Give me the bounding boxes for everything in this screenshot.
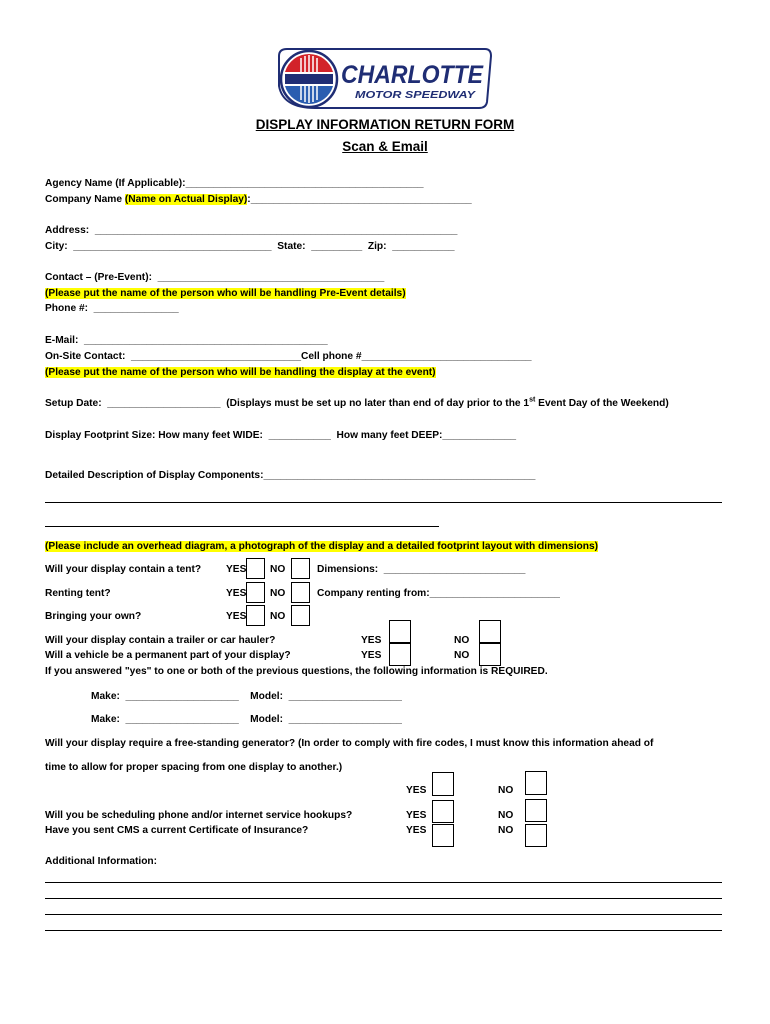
generator-yes-label: YES — [406, 785, 427, 796]
make-model-line-1[interactable]: Make: ____________________ Model: ____________________ — [91, 691, 402, 702]
vehicle-yes-checkbox[interactable] — [389, 643, 411, 666]
additional-blank-4[interactable] — [45, 930, 722, 931]
footprint-line[interactable]: Display Footprint Size: How many feet WIDE: ___________ How many feet DEEP:_____________ — [45, 430, 517, 441]
charlotte-motor-speedway-logo — [275, 46, 495, 112]
city-state-zip-line[interactable]: City: ___________________________________ State: _________ Zip: ___________ — [45, 241, 455, 252]
own-no-checkbox[interactable] — [291, 605, 310, 626]
generator-question-cont: time to allow for proper spacing from one display to another.) — [45, 762, 343, 773]
hookups-question: Will you be scheduling phone and/or internet service hookups? — [45, 810, 353, 821]
address-line[interactable]: Address: ________________________________________________________________ — [45, 225, 458, 236]
tent-yes-label: YES — [226, 564, 247, 575]
trailer-yes-label: YES — [361, 635, 382, 646]
additional-blank-1[interactable] — [45, 882, 722, 883]
generator-yes-checkbox[interactable] — [432, 772, 454, 796]
own-tent-question: Bringing your own? — [45, 611, 142, 622]
own-yes-label: YES — [226, 611, 247, 622]
own-yes-checkbox[interactable] — [246, 605, 265, 626]
company-renting-line[interactable]: Company renting from:_______________________ — [317, 588, 560, 599]
renting-yes-checkbox[interactable] — [246, 582, 265, 603]
onsite-contact-line[interactable]: On-Site Contact: ______________________________Cell phone #______________________________ — [45, 351, 532, 362]
additional-blank-2[interactable] — [45, 898, 722, 899]
tent-question: Will your display contain a tent? — [45, 564, 202, 575]
tent-yes-checkbox[interactable] — [246, 558, 265, 579]
form-title: DISPLAY INFORMATION RETURN FORM — [255, 117, 515, 132]
description-blank-2[interactable] — [45, 526, 439, 527]
tent-no-label: NO — [270, 564, 286, 575]
renting-no-checkbox[interactable] — [291, 582, 310, 603]
agency-line[interactable]: Agency Name (If Applicable):__________________________________________ — [45, 178, 424, 189]
diagram-note: (Please include an overhead diagram, a photograph of the display and a detailed footprint layout with dimensions) — [45, 541, 599, 552]
hookups-no-label: NO — [498, 810, 514, 821]
phone-line[interactable]: Phone #: _______________ — [45, 303, 179, 314]
logo-line1: CHARLOTTE — [341, 61, 485, 89]
description-blank-1[interactable] — [45, 502, 722, 503]
trailer-no-label: NO — [454, 635, 470, 646]
vehicle-question: Will a vehicle be a permanent part of your display? — [45, 650, 291, 661]
tent-no-checkbox[interactable] — [291, 558, 310, 579]
logo-line2: MOTOR SPEEDWAY — [355, 89, 477, 101]
contact-note: (Please put the name of the person who will be handling Pre-Event details) — [45, 288, 406, 299]
insurance-no-checkbox[interactable] — [525, 824, 547, 847]
vehicle-yes-label: YES — [361, 650, 382, 661]
setup-date-line[interactable]: Setup Date: ____________________ (Displays must be set up no later than end of day prior to the 1st Event Day of the Weekend) — [45, 396, 669, 409]
insurance-question: Have you sent CMS a current Certificate of Insurance? — [45, 825, 309, 836]
company-line[interactable]: Company Name (Name on Actual Display):_______________________________________ — [45, 194, 472, 205]
form-subtitle: Scan & Email — [342, 139, 428, 154]
email-line[interactable]: E-Mail: ___________________________________________ — [45, 335, 328, 346]
hookups-yes-label: YES — [406, 810, 427, 821]
dimensions-line[interactable]: Dimensions: _________________________ — [317, 564, 526, 575]
insurance-yes-checkbox[interactable] — [432, 824, 454, 847]
make-model-line-2[interactable]: Make: ____________________ Model: ____________________ — [91, 714, 402, 725]
renting-no-label: NO — [270, 588, 286, 599]
vehicle-no-checkbox[interactable] — [479, 643, 501, 666]
trailer-question: Will your display contain a trailer or car hauler? — [45, 635, 276, 646]
insurance-yes-label: YES — [406, 825, 427, 836]
contact-line[interactable]: Contact – (Pre-Event): ________________________________________ — [45, 272, 385, 283]
insurance-no-label: NO — [498, 825, 514, 836]
description-line[interactable]: Detailed Description of Display Components:________________________________________________ — [45, 470, 536, 481]
additional-info-label: Additional Information: — [45, 856, 158, 867]
required-note: If you answered "yes" to one or both of the previous questions, the following information is REQUIRED. — [45, 666, 548, 677]
own-no-label: NO — [270, 611, 286, 622]
hookups-yes-checkbox[interactable] — [432, 800, 454, 823]
renting-question: Renting tent? — [45, 588, 111, 599]
onsite-note: (Please put the name of the person who will be handling the display at the event) — [45, 367, 436, 378]
generator-question: Will your display require a free-standing generator? (In order to comply with fire codes, I must know this information ahead of — [45, 738, 654, 749]
generator-no-checkbox[interactable] — [525, 771, 547, 795]
additional-blank-3[interactable] — [45, 914, 722, 915]
trailer-no-checkbox[interactable] — [479, 620, 501, 643]
hookups-no-checkbox[interactable] — [525, 799, 547, 822]
trailer-yes-checkbox[interactable] — [389, 620, 411, 643]
vehicle-no-label: NO — [454, 650, 470, 661]
generator-no-label: NO — [498, 785, 514, 796]
renting-yes-label: YES — [226, 588, 247, 599]
